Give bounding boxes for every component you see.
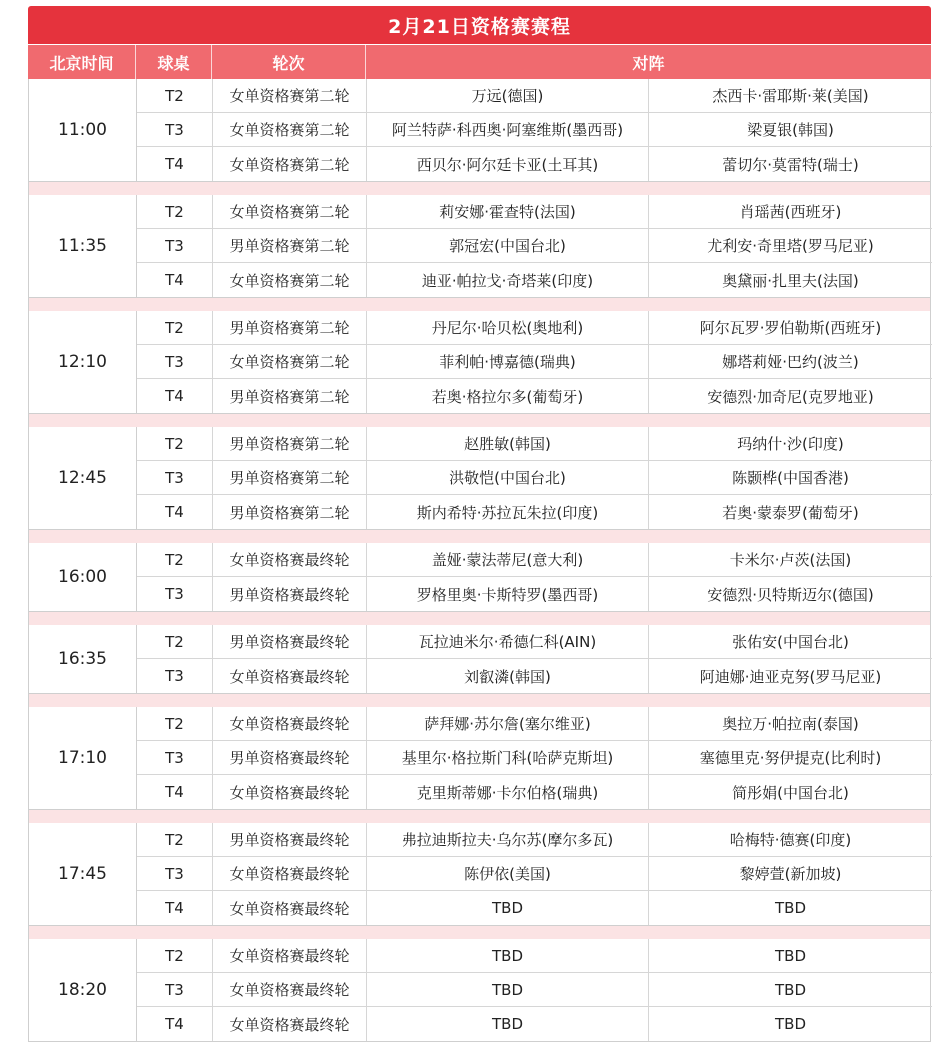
header-round: 轮次: [212, 45, 366, 79]
match-rows: [137, 625, 932, 693]
round-cell: 女单资格赛最终轮: [213, 973, 367, 1006]
table-cell: T3: [137, 857, 213, 890]
time-slot-group: [28, 195, 931, 298]
match-row: [137, 577, 932, 611]
player-a-cell: 陈伊依(美国): [367, 857, 649, 890]
table-cell: T3: [137, 229, 213, 262]
player-a-cell: 赵胜敏(韩国): [367, 427, 649, 460]
table-cell: T4: [137, 263, 213, 297]
time-slot-group: [28, 427, 931, 530]
player-a-cell: 洪敬恺(中国台北): [367, 461, 649, 494]
player-b-cell: 娜塔莉娅·巴约(波兰): [722, 353, 859, 371]
match-row: [137, 891, 932, 925]
group-divider: [28, 182, 931, 195]
match-row: [137, 113, 932, 147]
table-cell: T2: [137, 79, 213, 112]
player-b-cell: TBD: [774, 946, 806, 965]
player-b-cell: 简彤娟(中国台北): [732, 783, 849, 802]
player-b-cell: 奥黛丽·扎里夫(法国): [722, 271, 859, 290]
time-slot-group: [28, 79, 931, 182]
player-a-cell: 弗拉迪斯拉夫·乌尔苏(摩尔多瓦): [367, 823, 649, 856]
player-b-cell: 若奥·蒙泰罗(葡萄牙): [722, 503, 859, 522]
match-rows: [137, 707, 932, 809]
time-slot: 17:45: [29, 823, 137, 925]
player-a-cell: TBD: [367, 973, 649, 1006]
round-cell: 男单资格赛第二轮: [213, 379, 367, 413]
table-cell: T3: [137, 741, 213, 774]
table-cell: T4: [137, 379, 213, 413]
player-b-cell: 塞德里克·努伊提克(比利时): [699, 749, 882, 767]
table-cell: T3: [137, 113, 213, 146]
player-a-cell: 阿兰特萨·科西奥·阿塞维斯(墨西哥): [367, 113, 649, 146]
round-cell: 男单资格赛第二轮: [213, 495, 367, 529]
player-a-cell: 郭冠宏(中国台北): [367, 229, 649, 262]
round-cell: 女单资格赛最终轮: [213, 891, 367, 925]
time-slot-group: [28, 625, 931, 694]
player-a-cell: 盖娅·蒙法蒂尼(意大利): [367, 543, 649, 576]
match-rows: [137, 79, 932, 181]
player-a-cell: 罗格里奥·卡斯特罗(墨西哥): [367, 577, 649, 611]
time-slot: 12:45: [29, 427, 137, 529]
round-cell: 女单资格赛最终轮: [213, 543, 367, 576]
round-cell: 女单资格赛最终轮: [213, 857, 367, 890]
table-cell: T4: [137, 1007, 213, 1041]
schedule-sheet: [28, 6, 931, 1042]
round-cell: 女单资格赛第二轮: [213, 113, 367, 146]
match-row: [137, 345, 932, 379]
player-a-cell: 莉安娜·霍查特(法国): [367, 195, 649, 228]
table-cell: T4: [137, 495, 213, 529]
table-cell: T3: [137, 659, 213, 693]
time-slot-group: [28, 939, 931, 1042]
time-slot-group: [28, 311, 931, 414]
player-b-cell: 陈颢桦(中国香港): [732, 469, 849, 487]
player-a-cell: TBD: [367, 939, 649, 972]
table-cell: T3: [137, 345, 213, 378]
group-divider: [28, 612, 931, 625]
time-slot: 18:20: [29, 939, 137, 1041]
match-row: [137, 379, 932, 413]
player-b-cell: TBD: [774, 1015, 806, 1033]
player-a-cell: 基里尔·格拉斯门科(哈萨克斯坦): [367, 741, 649, 774]
round-cell: 男单资格赛第二轮: [213, 427, 367, 460]
table-cell: T2: [137, 707, 213, 740]
player-b-cell: 安德烈·贝特斯迈尔(德国): [707, 585, 874, 604]
table-cell: T2: [137, 543, 213, 576]
player-b-cell: 卡米尔·卢茨(法国): [729, 551, 852, 569]
round-cell: 女单资格赛第二轮: [213, 263, 367, 297]
player-a-cell: 克里斯蒂娜·卡尔伯格(瑞典): [367, 775, 649, 809]
time-slot-group: [28, 543, 931, 612]
table-cell: T4: [137, 891, 213, 925]
time-slot: 11:00: [29, 79, 137, 181]
time-slot-group: [28, 823, 931, 926]
group-divider: [28, 926, 931, 939]
group-divider: [28, 694, 931, 707]
match-row: [137, 939, 932, 973]
match-rows: [137, 543, 932, 611]
table-cell: T2: [137, 311, 213, 344]
player-a-cell: 迪亚·帕拉戈·奇塔莱(印度): [367, 263, 649, 297]
match-row: [137, 495, 932, 529]
match-row: [137, 311, 932, 345]
player-a-cell: TBD: [367, 1007, 649, 1041]
round-cell: 男单资格赛第二轮: [213, 229, 367, 262]
match-row: [137, 195, 932, 229]
player-b-cell: 张佑安(中国台北): [732, 633, 849, 651]
table-header: [28, 44, 931, 79]
player-b-cell: 阿尔瓦罗·罗伯勒斯(西班牙): [699, 319, 882, 337]
table-cell: T3: [137, 577, 213, 611]
match-row: [137, 79, 932, 113]
match-row: [137, 147, 932, 181]
round-cell: 男单资格赛最终轮: [213, 741, 367, 774]
header-matchup: 对阵: [632, 53, 665, 73]
round-cell: 女单资格赛最终轮: [213, 659, 367, 693]
player-b-cell: 奥拉万·帕拉南(泰国): [722, 715, 859, 733]
group-divider: [28, 810, 931, 823]
player-a-cell: 萨拜娜·苏尔詹(塞尔维亚): [367, 707, 649, 740]
player-b-cell: TBD: [774, 980, 806, 999]
table-cell: T2: [137, 195, 213, 228]
player-b-cell: 肖瑶茜(西班牙): [739, 203, 842, 221]
player-b-cell: 哈梅特·德赛(印度): [729, 831, 852, 849]
player-a-cell: 若奥·格拉尔多(葡萄牙): [367, 379, 649, 413]
player-b-cell: 蕾切尔·莫雷特(瑞士): [722, 155, 859, 174]
player-a-cell: 瓦拉迪米尔·希德仁科(AIN): [367, 625, 649, 658]
player-b-cell: 玛纳什·沙(印度): [737, 435, 844, 453]
table-cell: T2: [137, 823, 213, 856]
round-cell: 男单资格赛最终轮: [213, 625, 367, 658]
table-cell: T2: [137, 427, 213, 460]
round-cell: 女单资格赛第二轮: [213, 195, 367, 228]
player-a-cell: 斯内希特·苏拉瓦朱拉(印度): [367, 495, 649, 529]
match-row: [137, 857, 932, 891]
match-rows: [137, 311, 932, 413]
time-slot: 12:10: [29, 311, 137, 413]
table-cell: T4: [137, 775, 213, 809]
time-slot: 17:10: [29, 707, 137, 809]
player-b-cell: 梁夏银(韩国): [747, 121, 834, 139]
match-row: [137, 625, 932, 659]
match-row: [137, 427, 932, 461]
match-rows: [137, 427, 932, 529]
player-a-cell: 西贝尔·阿尔廷卡亚(土耳其): [367, 147, 649, 181]
player-b-cell: TBD: [774, 899, 806, 917]
player-b-cell: 黎婷萱(新加坡): [739, 865, 842, 883]
player-a-cell: 丹尼尔·哈贝松(奥地利): [367, 311, 649, 344]
match-row: [137, 543, 932, 577]
round-cell: 男单资格赛第二轮: [213, 461, 367, 494]
match-row: [137, 659, 932, 693]
player-a-cell: 刘叡潾(韩国): [367, 659, 649, 693]
table-cell: T2: [137, 625, 213, 658]
player-b-cell: 杰西卡·雷耶斯·莱(美国): [712, 87, 869, 105]
round-cell: 男单资格赛第二轮: [213, 311, 367, 344]
time-slot: 16:35: [29, 625, 137, 693]
header-time: 北京时间: [28, 45, 136, 79]
match-row: [137, 707, 932, 741]
round-cell: 女单资格赛第二轮: [213, 79, 367, 112]
match-row: [137, 775, 932, 809]
round-cell: 女单资格赛最终轮: [213, 707, 367, 740]
round-cell: 女单资格赛最终轮: [213, 939, 367, 972]
match-row: [137, 229, 932, 263]
round-cell: 女单资格赛最终轮: [213, 1007, 367, 1041]
match-row: [137, 461, 932, 495]
match-row: [137, 973, 932, 1007]
time-slot-group: [28, 707, 931, 810]
group-divider: [28, 530, 931, 543]
player-a-cell: TBD: [367, 891, 649, 925]
match-rows: [137, 195, 932, 297]
match-row: [137, 263, 932, 297]
match-rows: [137, 939, 932, 1041]
round-cell: 女单资格赛第二轮: [213, 345, 367, 378]
table-cell: T3: [137, 973, 213, 1006]
schedule-title: 2月21日资格赛赛程: [28, 6, 931, 44]
table-cell: T3: [137, 461, 213, 494]
match-rows: [137, 823, 932, 925]
round-cell: 男单资格赛最终轮: [213, 577, 367, 611]
group-divider: [28, 414, 931, 427]
player-b-cell: 阿迪娜·迪亚克努(罗马尼亚): [699, 667, 882, 686]
match-row: [137, 823, 932, 857]
player-a-cell: 菲利帕·博嘉德(瑞典): [367, 345, 649, 378]
table-cell: T2: [137, 939, 213, 972]
round-cell: 女单资格赛第二轮: [213, 147, 367, 181]
player-a-cell: 万远(德国): [367, 79, 649, 112]
player-b-cell: 尤利安·奇里塔(罗马尼亚): [707, 237, 874, 255]
match-row: [137, 1007, 932, 1041]
round-cell: 女单资格赛最终轮: [213, 775, 367, 809]
schedule-body: [28, 79, 931, 1042]
round-cell: 男单资格赛最终轮: [213, 823, 367, 856]
time-slot: 11:35: [29, 195, 137, 297]
header-table: 球桌: [136, 45, 212, 79]
time-slot: 16:00: [29, 543, 137, 611]
table-cell: T4: [137, 147, 213, 181]
player-b-cell: 安德烈·加奇尼(克罗地亚): [707, 387, 874, 406]
group-divider: [28, 298, 931, 311]
match-row: [137, 741, 932, 775]
